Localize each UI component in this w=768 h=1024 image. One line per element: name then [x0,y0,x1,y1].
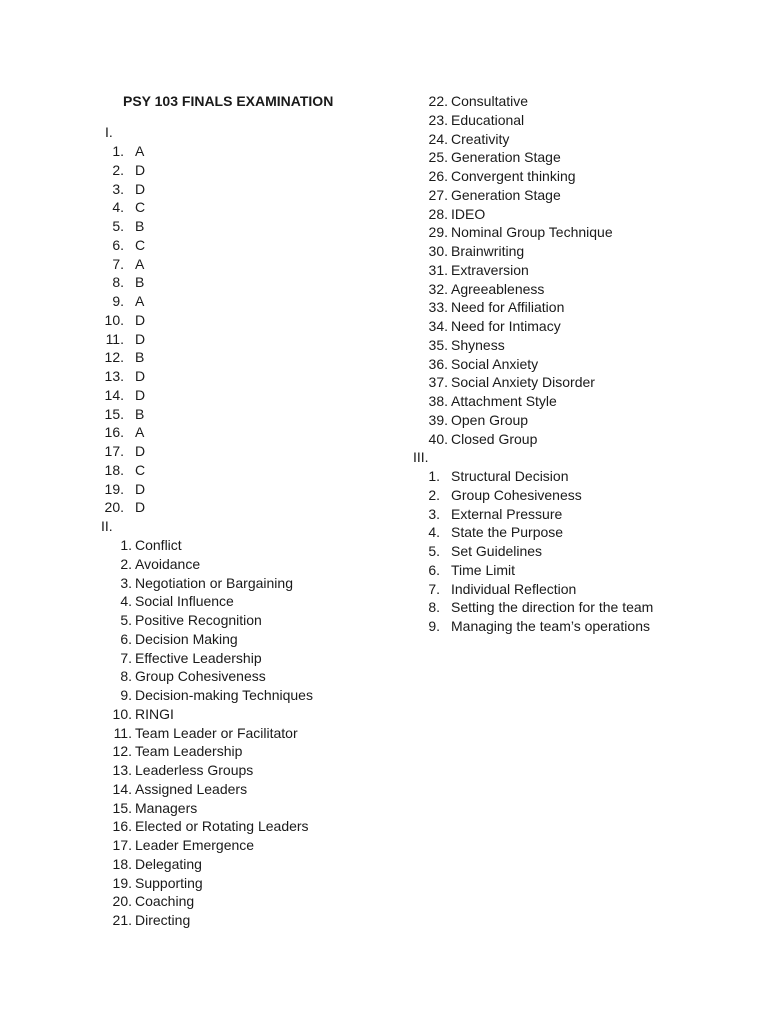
answer-item [0,373,700,392]
answer-item [0,130,700,149]
answer-item [0,667,700,686]
item-answer: Nominal Group Technique [451,224,613,241]
answer-item [0,242,700,261]
item-number: 1. [120,537,132,553]
item-number: 9. [112,293,124,309]
item-number: 10. [104,311,124,328]
item-number: 32. [428,280,448,297]
answer-item [0,836,700,855]
item-answer: D [135,161,146,178]
item-answer: Generation Stage [451,149,561,166]
item-answer: Need for Affiliation [451,299,565,316]
item-answer: Elected or Rotating Leaders [135,818,309,835]
answer-item [0,280,700,299]
item-answer: Group Cohesiveness [451,486,582,503]
item-number: 1. [112,143,124,159]
answer-item [0,855,700,874]
item-number: 5. [428,543,440,559]
answer-item [0,336,700,355]
item-answer: D [135,386,146,403]
item-answer: RINGI [135,705,174,722]
item-answer: Time Limit [451,561,516,578]
item-answer: D [135,368,146,384]
item-number: 33. [428,299,448,316]
item-number: 26. [428,168,448,184]
answer-item [0,892,700,911]
answer-item [0,505,700,524]
answer-item [0,205,700,224]
item-answer: A [135,424,145,441]
item-number: 31. [428,261,448,278]
item-answer: Agreeableness [451,280,545,297]
item-answer: D [135,499,146,516]
item-number: 8. [112,274,124,291]
item-answer: Effective Leadership [135,649,262,666]
item-number: 7. [120,649,132,666]
answer-item [0,317,700,336]
item-answer: Managers [135,799,198,816]
item-answer: Team Leadership [135,743,243,760]
item-number: 24. [428,130,448,147]
item-answer: B [135,405,145,422]
item-number: 19. [112,874,132,891]
item-answer: Extraversion [451,261,529,278]
answer-item [0,874,700,893]
item-answer: Avoidance [135,555,201,572]
item-number: 21. [112,912,132,928]
answer-item [0,92,700,111]
item-answer: Leader Emergence [135,837,255,853]
item-number: 5. [120,612,132,628]
item-answer: Negotiation or Bargaining [135,574,293,591]
answer-item [0,355,700,374]
item-number: 13. [104,368,124,384]
item-number: 12. [112,743,132,760]
item-number: 23. [428,111,448,128]
section-label-1: I. [105,124,113,140]
item-number: 40. [428,430,448,447]
item-number: 7. [428,580,440,597]
item-answer: External Pressure [451,505,563,522]
section-label-2: II. [101,518,113,534]
item-answer: Coaching [135,893,195,910]
item-answer: D [135,180,146,197]
item-answer: C [135,236,146,253]
item-number: 39. [428,411,448,428]
item-answer: Creativity [451,130,510,147]
answer-item [0,411,700,430]
item-number: 2. [120,555,132,572]
item-number: 17. [104,443,124,459]
item-number: 15. [112,799,132,816]
item-number: 20. [104,499,124,516]
item-number: 35. [428,336,448,353]
item-answer: Educational [451,111,525,128]
item-number: 5. [112,218,124,234]
item-answer: D [135,330,146,347]
item-number: 20. [112,893,132,910]
item-answer: A [135,255,145,272]
item-answer: Individual Reflection [451,580,577,597]
item-answer: Team Leader or Facilitator [135,724,298,741]
item-answer: Closed Group [451,430,538,447]
answer-item [0,298,700,317]
item-answer: Social Anxiety [451,355,539,372]
item-answer: Supporting [135,874,203,891]
item-number: 4. [120,593,132,610]
answer-item [0,186,700,205]
item-number: 28. [428,205,448,222]
item-answer: Attachment Style [451,393,557,409]
item-answer: IDEO [451,205,486,222]
item-number: 27. [428,186,448,203]
item-number: 9. [120,687,132,703]
item-number: 3. [112,180,124,197]
item-number: 17. [112,837,132,853]
item-answer: Positive Recognition [135,612,262,628]
item-number: 6. [112,236,124,253]
item-number: 18. [104,461,124,478]
answer-item [0,724,700,743]
item-answer: Leaderless Groups [135,762,254,778]
item-number: 16. [104,424,124,441]
item-number: 2. [112,161,124,178]
answer-item [0,223,700,242]
item-answer: Brainwriting [451,243,525,259]
answer-item [0,911,700,930]
item-answer: Delegating [135,855,202,872]
item-answer: Need for Intimacy [451,318,561,334]
answer-item [0,799,700,818]
item-answer: State the Purpose [451,524,564,541]
item-answer: Social Influence [135,593,234,610]
item-answer: Managing the team’s operations [451,618,650,634]
item-number: 8. [428,599,440,616]
item-number: 6. [120,630,132,647]
item-number: 10. [112,705,132,722]
item-number: 25. [428,149,448,166]
item-answer: Decision-making Techniques [135,687,313,703]
item-number: 29. [428,224,448,241]
answer-item [0,817,700,836]
page-title: PSY 103 FINALS EXAMINATION [123,93,334,109]
item-answer: D [135,480,146,497]
answer-item [0,467,700,486]
section-label-3: III. [413,449,429,465]
item-answer: Conflict [135,537,182,553]
item-answer: C [135,199,146,216]
item-number: 38. [428,393,448,409]
item-answer: Shyness [451,336,505,353]
answer-item [0,742,700,761]
item-answer: Structural Decision [451,468,569,484]
answer-item [0,148,700,167]
answer-item [0,167,700,186]
answer-item [0,523,700,542]
item-answer: D [135,311,146,328]
item-number: 14. [104,386,124,403]
item-answer: B [135,274,145,291]
item-number: 8. [120,668,132,685]
item-number: 11. [105,330,124,347]
answer-item [0,486,700,505]
answer-item [0,649,700,668]
item-number: 16. [112,818,132,835]
item-answer: C [135,461,146,478]
item-number: 36. [428,355,448,372]
item-number: 4. [428,524,440,541]
item-number: 30. [428,243,448,259]
item-answer: B [135,349,145,366]
item-number: 18. [112,855,132,872]
answer-item [0,686,700,705]
item-number: 37. [428,374,448,391]
answer-item [0,430,700,449]
answer-item [0,580,700,599]
item-number: 7. [112,255,124,272]
item-number: 11. [113,724,132,741]
answer-item [0,261,700,280]
item-number: 4. [112,199,124,216]
answer-item [0,111,700,130]
item-number: 34. [428,318,448,334]
answer-item [0,617,700,636]
item-number: 2. [428,486,440,503]
item-answer: Set Guidelines [451,543,543,559]
item-number: 22. [428,93,448,109]
item-number: 19. [104,480,124,497]
item-answer: Generation Stage [451,186,561,203]
item-answer: Convergent thinking [451,168,576,184]
item-number: 6. [428,561,440,578]
item-answer: Setting the direction for the team [451,599,654,616]
item-number: 1. [428,468,440,484]
item-number: 9. [428,618,440,634]
item-number: 14. [112,780,132,797]
answer-item [0,392,700,411]
item-answer: Open Group [451,411,529,428]
item-answer: Group Cohesiveness [135,668,266,685]
answer-item [0,542,700,561]
item-answer: A [135,293,145,309]
item-answer: B [135,218,145,234]
answer-item [0,598,700,617]
item-number: 13. [112,762,132,778]
item-number: 12. [104,349,124,366]
item-answer: Decision Making [135,630,238,647]
item-answer: D [135,443,146,459]
item-number: 3. [428,505,440,522]
item-number: 3. [120,574,132,591]
answer-item [0,780,700,799]
item-answer: Consultative [451,93,529,109]
answer-item [0,561,700,580]
item-answer: Assigned Leaders [135,780,248,797]
item-answer: Social Anxiety Disorder [451,374,595,391]
item-number: 15. [104,405,124,422]
answer-item [0,705,700,724]
item-answer: Directing [135,912,191,928]
item-answer: A [135,143,145,159]
answer-item [0,761,700,780]
